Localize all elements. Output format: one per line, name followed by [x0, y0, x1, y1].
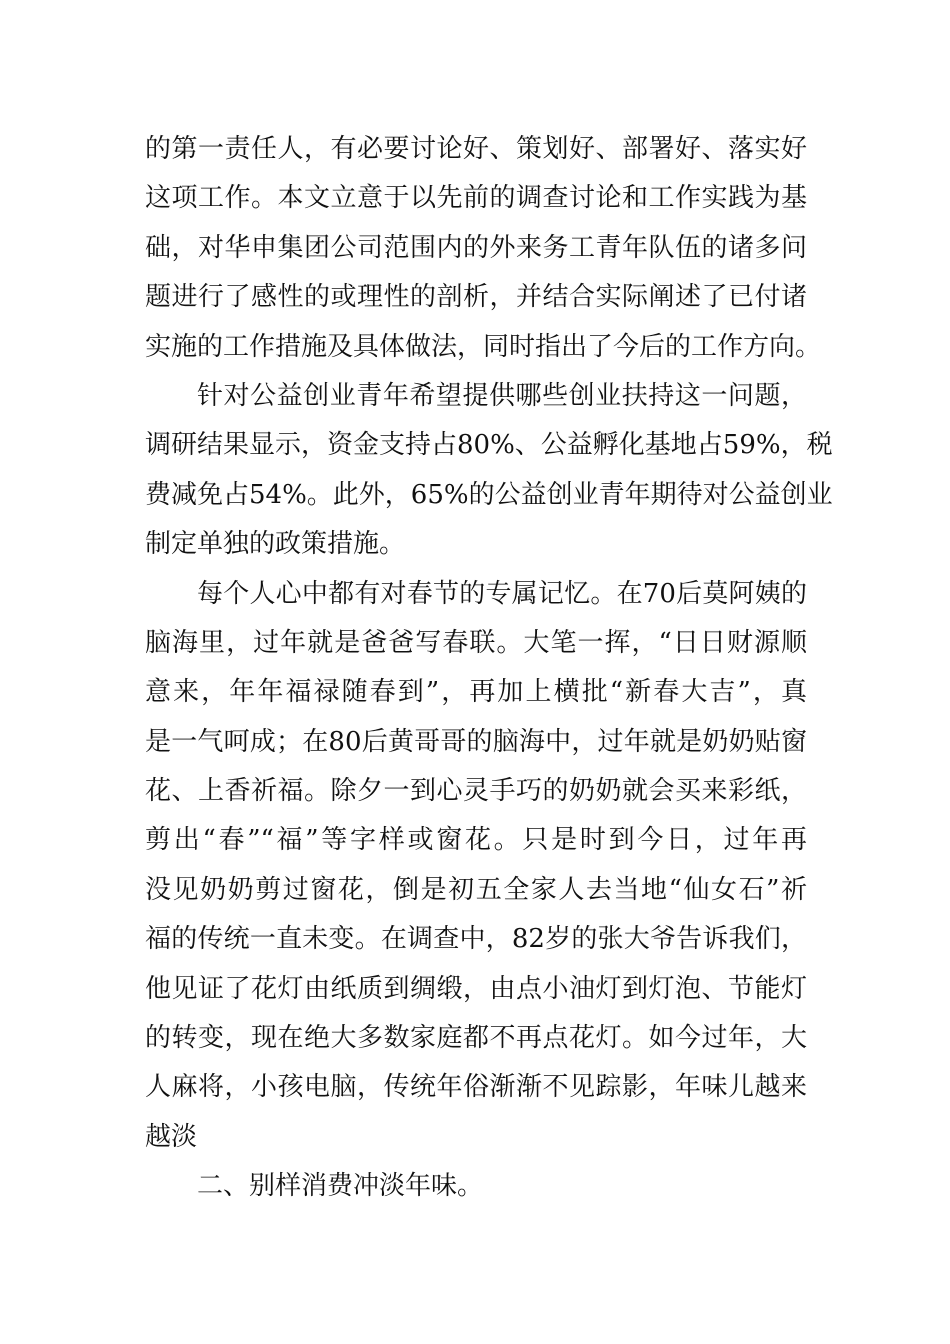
paragraph-1-line-1: 的第一责任人，有必要讨论好、策划好、部署好、落实好 — [145, 134, 807, 164]
paragraph-3-line-4: 是一气呵成；在80后黄哥哥的脑海中，过年就是奶奶贴窗 — [145, 726, 807, 757]
paragraph-3-line-8: 福的传统一直未变。在调查中，82岁的张大爷告诉我们， — [145, 924, 807, 955]
paragraph-3-line-7: 没见奶奶剪过窗花，倒是初五全家人去当地“仙女石”祈 — [145, 874, 807, 905]
paragraph-3-line-1: 每个人心中都有对春节的专属记忆。在70后莫阿姨的 — [197, 578, 807, 609]
paragraph-1-line-2: 这项工作。本文立意于以先前的调查讨论和工作实践为基 — [145, 183, 807, 214]
paragraph-2-line-1: 针对公益创业青年希望提供哪些创业扶持这一问题， — [197, 380, 807, 411]
paragraph-1-line-4: 题进行了感性的或理性的剖析，并结合实际阐述了已付诸 — [145, 282, 807, 313]
paragraph-1-line-3: 础，对华申集团公司范围内的外来务工青年队伍的诸多问 — [145, 232, 807, 263]
document-body — [145, 125, 833, 1212]
paragraph-3-line-3: 意来，年年福禄随春到”，再加上横批“新春大吉”，真 — [145, 677, 807, 708]
paragraph-3-line-12: 越淡 — [145, 1121, 198, 1152]
section-heading: 二、别样消费冲淡年味。 — [197, 1171, 484, 1202]
paragraph-3-line-6: 剪出“春”“福”等字样或窗花。只是时到今日，过年再 — [145, 825, 807, 856]
paragraph-3-line-11: 人麻将，小孩电脑，传统年俗渐渐不见踪影，年味儿越来 — [145, 1072, 807, 1103]
paragraph-2-line-3: 费减免占54%。此外，65%的公益创业青年期待对公益创业 — [145, 479, 833, 510]
paragraph-2-line-2: 调研结果显示，资金支持占80%、公益孵化基地占59%，税 — [145, 430, 833, 461]
paragraph-3-line-9: 他见证了花灯由纸质到绸缎，由点小油灯到灯泡、节能灯 — [145, 973, 807, 1004]
paragraph-2-line-4: 制定单独的政策措施。 — [145, 529, 406, 560]
paragraph-3-line-5: 花、上香祈福。除夕一到心灵手巧的奶奶就会买来彩纸， — [145, 776, 807, 807]
paragraph-3-line-10: 的转变，现在绝大多数家庭都不再点花灯。如今过年，大 — [145, 1023, 807, 1054]
paragraph-1-line-5: 实施的工作措施及具体做法，同时指出了今后的工作方向。 — [145, 331, 822, 362]
paragraph-3-line-2: 脑海里，过年就是爸爸写春联。大笔一挥，“日日财源顺 — [145, 627, 807, 658]
